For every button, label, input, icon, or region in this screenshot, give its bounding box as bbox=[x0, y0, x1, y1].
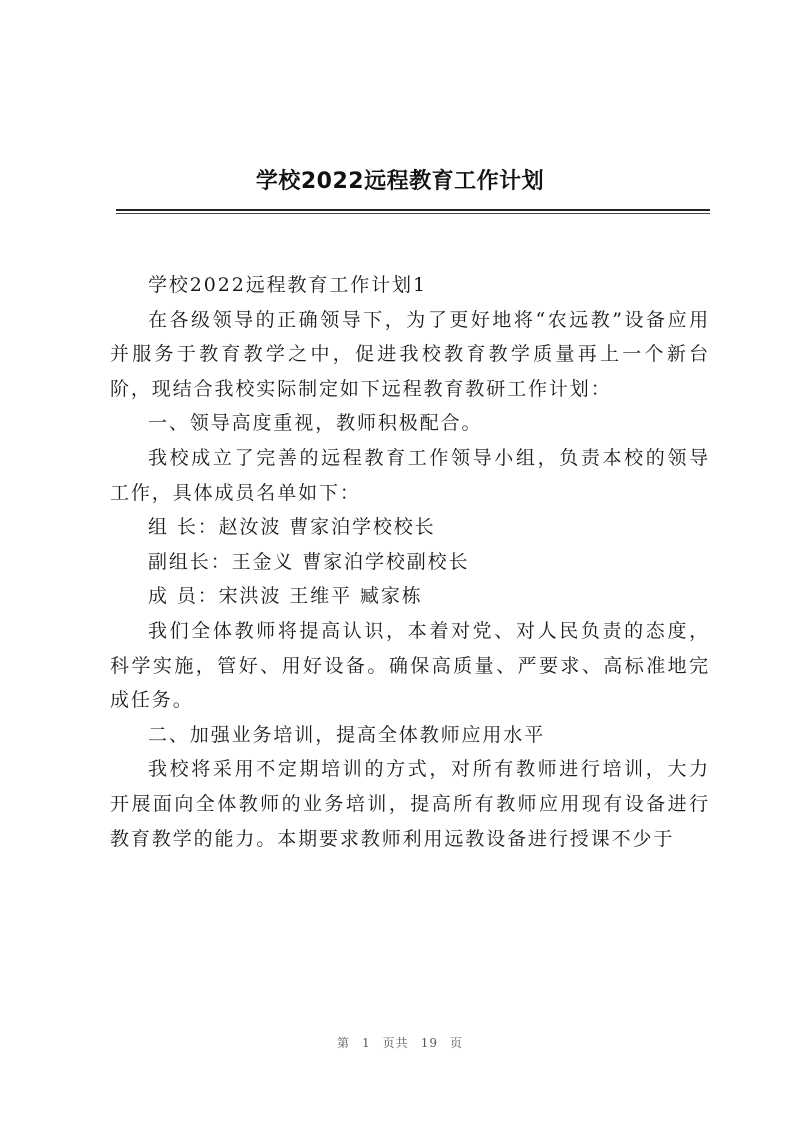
member-line: 成 员：宋洪波 王维平 臧家栋 bbox=[148, 585, 423, 608]
paragraph-heading: 学校2022远程教育工作计划1 bbox=[148, 274, 427, 296]
footer-current-page: 1 bbox=[362, 1036, 371, 1050]
footer-suffix: 页 bbox=[449, 1036, 463, 1050]
document-title: 学校2022远程教育工作计划 bbox=[255, 169, 545, 194]
document-body bbox=[110, 268, 710, 856]
member-line: 组 长：赵汝波 曹家泊学校校长 bbox=[148, 516, 436, 539]
title-underline-thin bbox=[116, 213, 710, 214]
title-underline bbox=[116, 209, 710, 211]
footer-prefix: 第 bbox=[337, 1036, 351, 1050]
page-footer bbox=[0, 1034, 800, 1051]
paragraph: 我校成立了完善的远程教育工作领导小组，负责本校的领导工作，具体成员名单如下： bbox=[110, 446, 710, 504]
paragraph: 我们全体教师将提高认识，本着对党、对人民负责的态度，科学实施，管好、用好设备。确保高质量、严要求、高标准地完成任务。 bbox=[110, 619, 710, 712]
paragraph: 我校将采用不定期培训的方式，对所有教师进行培训，大力开展面向全体教师的业务培训，提高所有教师应用现有设备进行教育教学的能力。本期要求教师利用远教设备进行授课不少于 bbox=[110, 758, 710, 850]
footer-total-pages: 19 bbox=[420, 1036, 438, 1050]
section-heading: 一、领导高度重视，教师积极配合。 bbox=[148, 412, 483, 435]
paragraph: 在各级领导的正确领导下，为了更好地将“农远教”设备应用并服务于教育教学之中，促进我校教育教学质量再上一个新台阶，现结合我校实际制定如下远程教育教研工作计划： bbox=[110, 308, 710, 400]
member-line: 副组长：王金义 曹家泊学校副校长 bbox=[148, 550, 470, 573]
footer-middle: 页共 bbox=[382, 1036, 409, 1050]
section-heading: 二、加强业务培训，提高全体教师应用水平 bbox=[148, 723, 546, 746]
